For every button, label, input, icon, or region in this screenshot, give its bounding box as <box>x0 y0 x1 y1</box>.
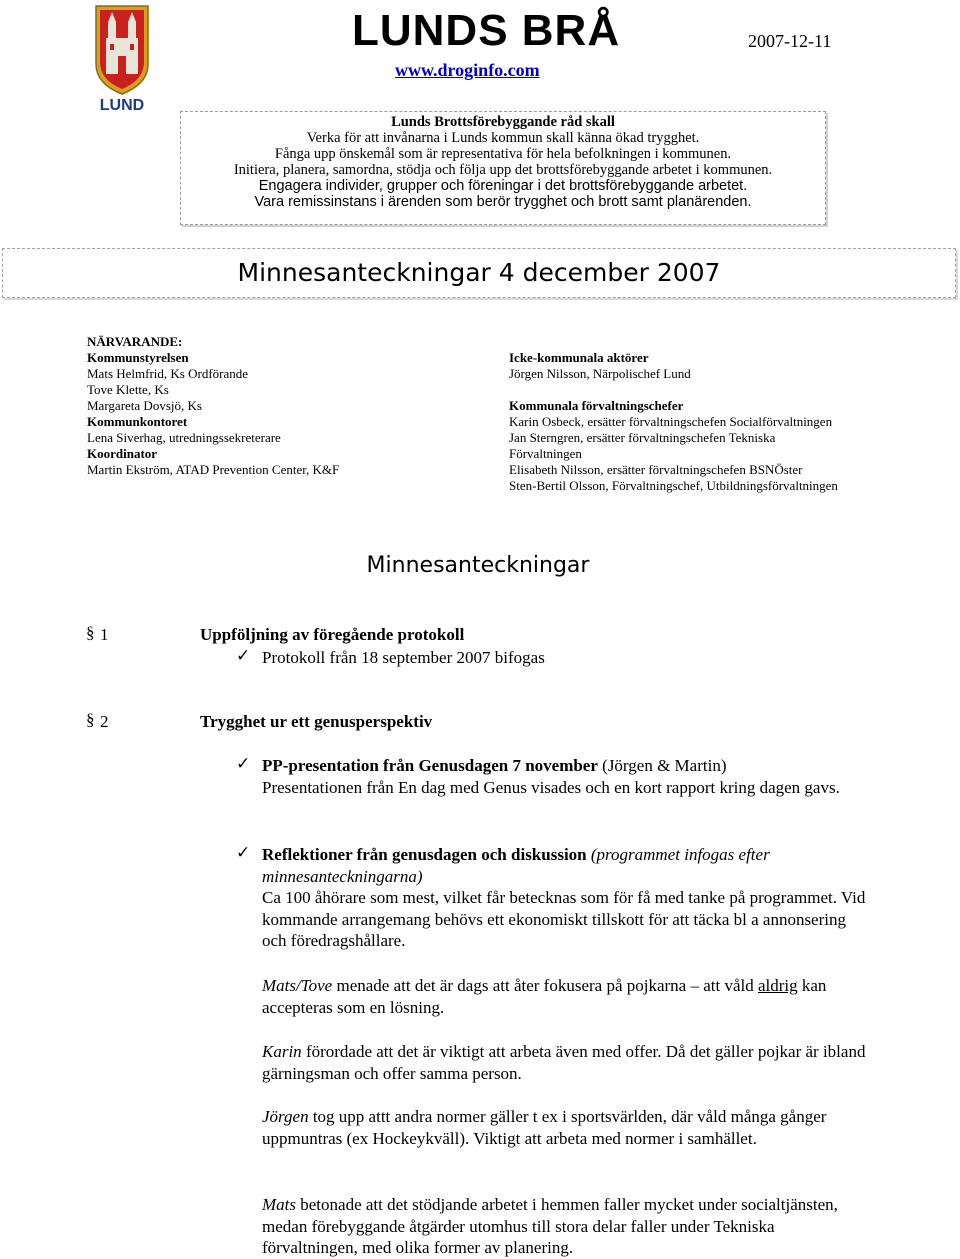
attendee-entry: Margareta Dovsjö, Ks <box>87 398 202 413</box>
speaker-name: Mats <box>262 1195 296 1214</box>
pp-text: Presentationen från En dag med Genus visades och en kort rapport kring dagen gavs. <box>262 777 840 797</box>
item-title: Trygghet ur ett genusperspektiv <box>200 712 433 731</box>
item-number: 2 <box>100 712 109 731</box>
mission-line: Fånga upp önskemål som är representativa för hela befolkningen i kommunen. <box>274 146 732 162</box>
attendee-entry: Jan Sterngren, ersätter förvaltningschefen Tekniska <box>509 430 776 445</box>
attendees-left <box>87 334 339 478</box>
attendee-group-heading: Icke-kommunala aktörer <box>509 350 649 365</box>
checkmark-icon: ✓ <box>236 754 251 773</box>
meeting-banner <box>2 248 956 298</box>
attendee-group-heading: Kommunkontoret <box>87 414 188 429</box>
speaker-name: Jörgen <box>262 1107 309 1126</box>
attendee-group-heading: Kommunala förvaltningschefer <box>509 398 684 413</box>
paragraph-text: betonade att det stödjande arbetet i hemmen faller mycket under socialtjänsten, medan förebyggande åtgärder utomhus till stora delar faller under Tekniska förvaltningen, med olika former av planering. <box>262 1195 838 1257</box>
attendee-entry: Lena Siverhag, utredningssekreterare <box>87 430 281 445</box>
attendees-heading: NÄRVARANDE: <box>87 334 183 349</box>
checkmark-icon: ✓ <box>236 646 251 665</box>
mission-line: Verka för att invånarna i Lunds kommun skall känna ökad trygghet. <box>306 130 700 146</box>
attendee-entry: Karin Osbeck, ersätter förvaltningschefen Socialförvaltningen <box>509 414 833 429</box>
attendee-entry: Martin Ekström, ATAD Prevention Center, K&F <box>87 462 340 477</box>
paragraph-mats-tove <box>262 975 872 1018</box>
attendee-entry: Sten-Bertil Olsson, Förvaltningschef, Utbildningsförvaltningen <box>509 478 838 493</box>
mission-line: Initiera, planera, samordna, stödja och följa upp det brottsförebyggande arbetet i kommunen. <box>233 162 773 178</box>
reflection-text: Ca 100 åhörare som mest, vilket får betecknas som för få med tanke på programmet. Vid kommande arrangemang behövs ett ekonomiskt tillskott för att täcka bl a annonsering och föredragshållare. <box>262 888 866 950</box>
speaker-name: Mats/Tove <box>262 976 333 995</box>
paragraph-karin <box>262 1041 872 1084</box>
reflection-note: (programmet infogas efter minnesanteckningarna) <box>262 845 770 886</box>
attendee-entry: Tove Klette, Ks <box>87 382 169 397</box>
paragraph-text: tog upp attt andra normer gäller t ex i sportsvärlden, där våld många gånger uppmuntras (ex Hockeykväll). Viktigt att arbeta med normer i samhället. <box>262 1107 827 1148</box>
attendee-group-heading: Koordinator <box>87 446 158 461</box>
banner-title: Minnesanteckningar <box>237 258 491 287</box>
underlined-word: aldrig <box>757 976 798 995</box>
section-icon: § <box>86 710 95 729</box>
attendee-entry: Jörgen Nilsson, Närpolischef Lund <box>509 366 691 381</box>
mission-title: Lunds Brottsförebyggande råd skall <box>391 114 615 130</box>
paragraph-text: kan accepteras som en lösning. <box>262 976 827 1017</box>
attendee-entry: Mats Helmfrid, Ks Ordförande <box>87 366 249 381</box>
paragraph-jorgen <box>262 1106 862 1149</box>
website-link[interactable]: www.droginfo.com <box>395 60 540 80</box>
banner-date: 4 december 2007 <box>490 258 721 287</box>
attendees-right <box>509 350 838 494</box>
pp-people: (Jörgen & Martin) <box>597 756 727 775</box>
item-number: 1 <box>100 625 109 644</box>
mission-box <box>180 111 826 225</box>
mission-line: Engagera individer, grupper och föreningar i det brottsförebyggande arbetet. <box>258 178 748 194</box>
section-icon: § <box>86 623 95 642</box>
notes-heading: Minnesanteckningar <box>366 553 590 578</box>
brand-title: LUNDS BRÅ <box>352 6 621 55</box>
pp-block <box>262 755 882 798</box>
speaker-name: Karin <box>262 1042 302 1061</box>
item-title: Uppföljning av föregående protokoll <box>200 625 465 644</box>
attendee-group-heading: Kommunstyrelsen <box>87 350 189 365</box>
reflection-block <box>262 844 872 952</box>
attendee-entry: Elisabeth Nilsson, ersätter förvaltningschefen BSNÖster <box>509 462 803 477</box>
paragraph-text: menade att det är dags att åter fokusera på pojkarna – att våld <box>332 976 758 995</box>
document-date: 2007-12-11 <box>748 31 832 51</box>
item-check-text: Protokoll från 18 september 2007 bifogas <box>262 648 545 667</box>
lund-crest-logo <box>94 4 150 114</box>
crest-text: LUND <box>99 97 145 114</box>
checkmark-icon: ✓ <box>236 843 251 862</box>
attendee-entry: Förvaltningen <box>509 446 582 461</box>
pp-title: PP-presentation från Genusdagen 7 november <box>262 756 598 775</box>
paragraph-text: förordade att det är viktigt att arbeta även med offer. Då det gäller pojkar är ibland gärningsman och offer samma person. <box>262 1042 866 1083</box>
reflection-title: Reflektioner från genusdagen och diskussion <box>262 845 587 864</box>
paragraph-mats <box>262 1194 862 1259</box>
attendee-entry <box>509 382 838 398</box>
mission-line: Vara remissinstans i ärenden som berör trygghet och brott samt planärenden. <box>254 194 752 210</box>
